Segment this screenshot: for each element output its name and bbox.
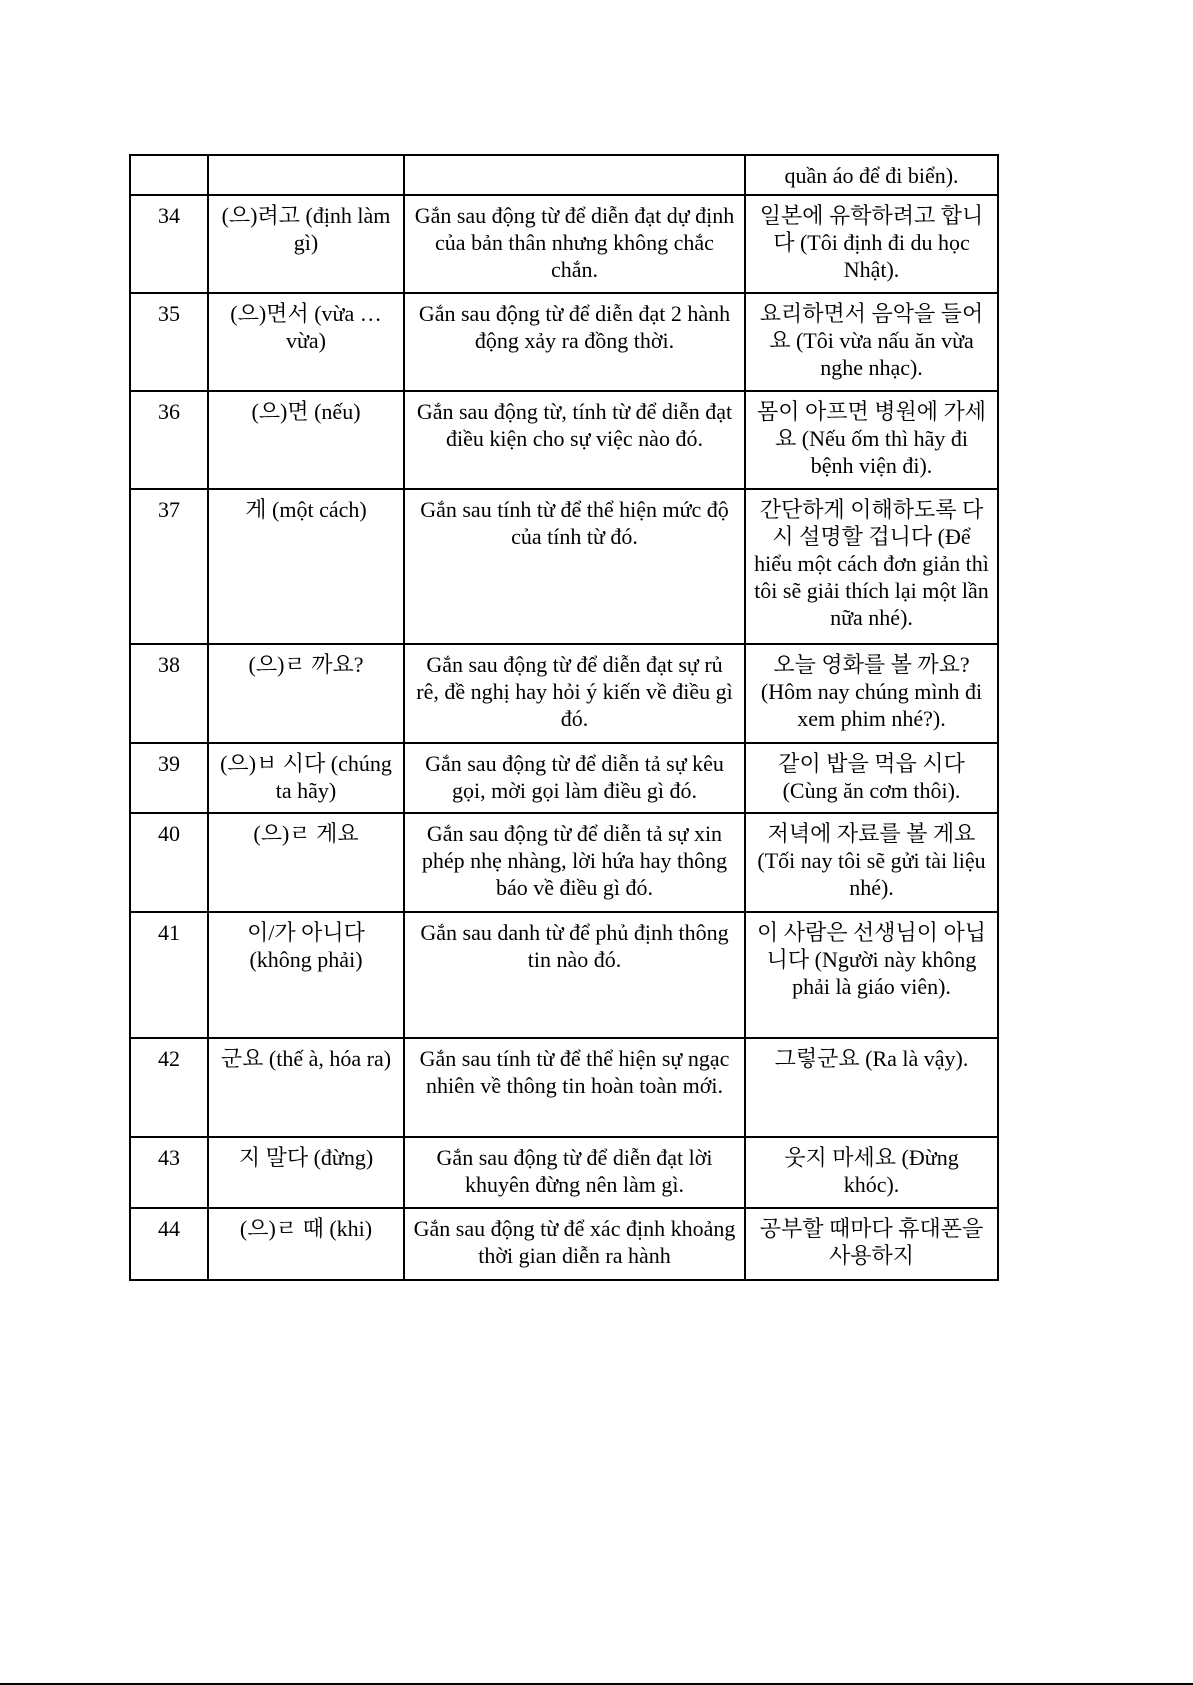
grammar-example: 공부할 때마다 휴대폰을 사용하지 [745,1208,998,1280]
row-number: 41 [130,912,208,1038]
grammar-example: 간단하게 이해하도록 다시 설명할 겁니다 (Để hiểu một cách đơn giản thì tôi sẽ giải thích lại một lần nữa nhé). [745,489,998,644]
grammar-example: 요리하면서 음악을 들어요 (Tôi vừa nấu ăn vừa nghe nhạc). [745,293,998,391]
row-number [130,155,208,195]
grammar-description: Gắn sau động từ để diễn đạt dự định của bản thân nhưng không chắc chắn. [404,195,745,293]
table-row [130,813,998,912]
grammar-description: Gắn sau động từ để diễn đạt lời khuyên đừng nên làm gì. [404,1137,745,1208]
grammar-description: Gắn sau tính từ để thể hiện mức độ của tính từ đó. [404,489,745,644]
grammar-example: 오늘 영화를 볼 까요? (Hôm nay chúng mình đi xem phim nhé?). [745,644,998,743]
table-row [130,1137,998,1208]
table-row [130,743,998,813]
row-number: 35 [130,293,208,391]
grammar-example: 그렇군요 (Ra là vậy). [745,1038,998,1137]
grammar-description [404,155,745,195]
grammar-pattern: (으)ㅂ 시다 (chúng ta hãy) [208,743,404,813]
grammar-pattern: 이/가 아니다 (không phải) [208,912,404,1038]
table-row [130,489,998,644]
table-row [130,391,998,489]
grammar-pattern: (으)ㄹ 게요 [208,813,404,912]
row-number: 42 [130,1038,208,1137]
table-row [130,155,998,195]
grammar-example: 몸이 아프면 병원에 가세요 (Nếu ốm thì hãy đi bệnh viện đi). [745,391,998,489]
grammar-description: Gắn sau động từ để diễn tả sự xin phép nhẹ nhàng, lời hứa hay thông báo về điều gì đó. [404,813,745,912]
grammar-pattern [208,155,404,195]
grammar-pattern: (으)면 (nếu) [208,391,404,489]
table-row [130,1208,998,1280]
grammar-pattern: (으)면서 (vừa … vừa) [208,293,404,391]
grammar-description: Gắn sau động từ để diễn tả sự kêu gọi, mời gọi làm điều gì đó. [404,743,745,813]
row-number: 37 [130,489,208,644]
grammar-example: quần áo để đi biển). [745,155,998,195]
table-row [130,912,998,1038]
grammar-description: Gắn sau tính từ để thể hiện sự ngạc nhiên về thông tin hoàn toàn mới. [404,1038,745,1137]
grammar-pattern: (으)ㄹ 때 (khi) [208,1208,404,1280]
table-row [130,195,998,293]
grammar-example: 이 사람은 선생님이 아닙니다 (Người này không phải là giáo viên). [745,912,998,1038]
grammar-description: Gắn sau động từ để diễn đạt 2 hành động xảy ra đồng thời. [404,293,745,391]
grammar-pattern: 지 말다 (đừng) [208,1137,404,1208]
row-number: 34 [130,195,208,293]
row-number: 43 [130,1137,208,1208]
row-number: 44 [130,1208,208,1280]
row-number: 39 [130,743,208,813]
table-row [130,644,998,743]
grammar-description: Gắn sau động từ để xác định khoảng thời gian diễn ra hành [404,1208,745,1280]
row-number: 36 [130,391,208,489]
grammar-example: 같이 밥을 먹읍 시다 (Cùng ăn cơm thôi). [745,743,998,813]
row-number: 38 [130,644,208,743]
grammar-description: Gắn sau danh từ để phủ định thông tin nào đó. [404,912,745,1038]
table-row [130,1038,998,1137]
row-number: 40 [130,813,208,912]
grammar-pattern: (으)려고 (định làm gì) [208,195,404,293]
grammar-pattern: 게 (một cách) [208,489,404,644]
grammar-table [129,154,999,1281]
grammar-example: 웃지 마세요 (Đừng khóc). [745,1137,998,1208]
grammar-pattern: 군요 (thế à, hóa ra) [208,1038,404,1137]
table-row [130,293,998,391]
grammar-example: 저녁에 자료를 볼 게요 (Tối nay tôi sẽ gửi tài liệu nhé). [745,813,998,912]
grammar-pattern: (으)ㄹ 까요? [208,644,404,743]
grammar-example: 일본에 유학하려고 합니다 (Tôi định đi du học Nhật). [745,195,998,293]
grammar-description: Gắn sau động từ để diễn đạt sự rủ rê, đề nghị hay hỏi ý kiến về điều gì đó. [404,644,745,743]
grammar-description: Gắn sau động từ, tính từ để diễn đạt điều kiện cho sự việc nào đó. [404,391,745,489]
